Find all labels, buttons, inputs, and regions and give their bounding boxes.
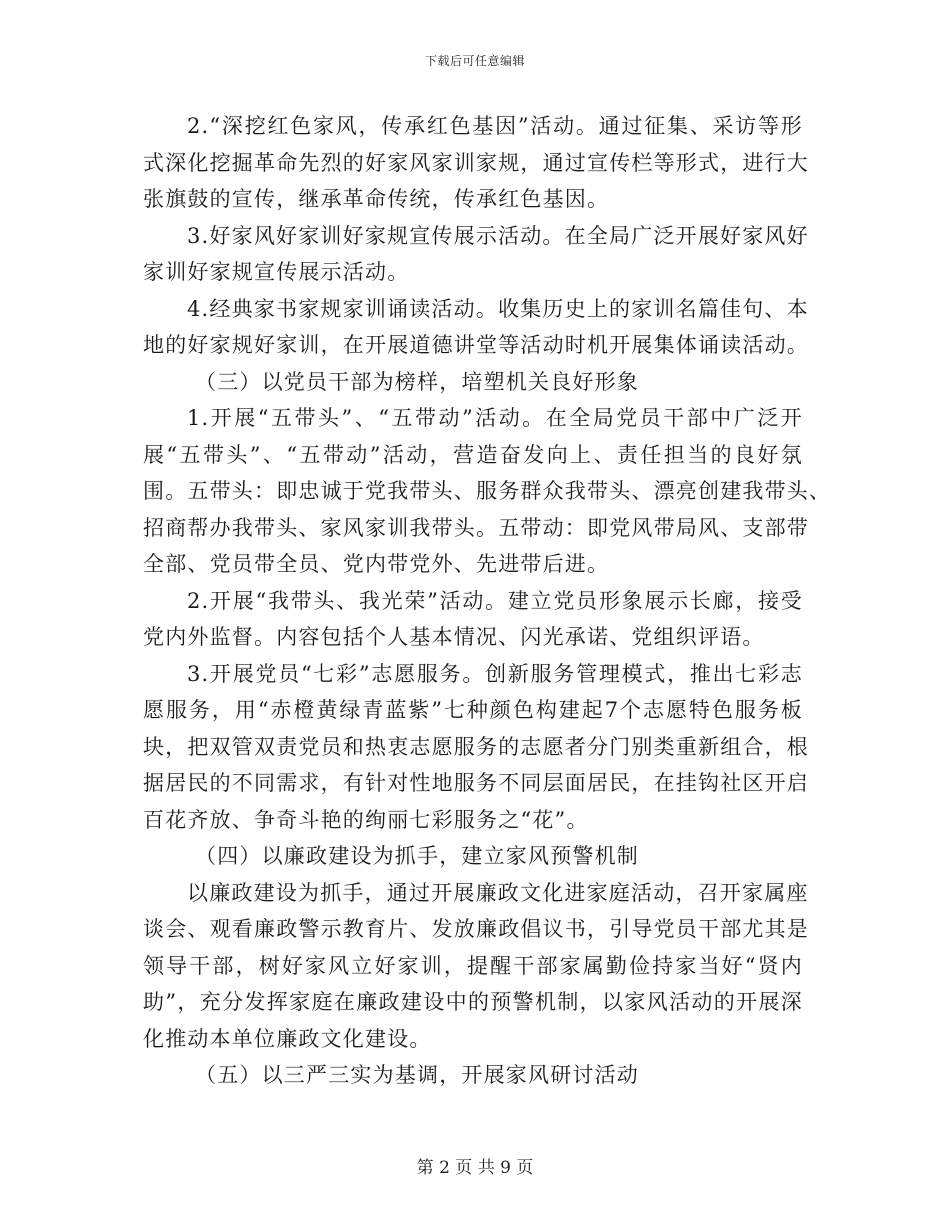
paragraph-line: 百花齐放、争奇斗艳的绚丽七彩服务之“花”。 (143, 807, 589, 832)
paragraph-line: 化推动本单位廉政文化建设。 (143, 1026, 432, 1051)
paragraph-line: 张旗鼓的宣传，继承革命传统，传承红色基因。 (143, 187, 610, 211)
page-number-footer: 第 2 页 共 9 页 (416, 1158, 534, 1178)
paragraph-line: 围。五带头：即忠诚于党我带头、服务群众我带头、漂亮创建我带头、 (143, 479, 832, 503)
paragraph-line: 式深化挖掘革命先烈的好家风家训家规，通过宣传栏等形式，进行大 (143, 150, 809, 175)
page-header-note: 下载后可任意编辑 (424, 54, 525, 68)
paragraph-line: 4.经典家书家规家训诵读活动。收集历史上的家训名篇佳句、本 (187, 296, 809, 321)
paragraph-line: 招商帮办我带头、家风家训我带头。五带动：即党风带局风、支部带 (143, 515, 809, 540)
section-heading: （五）以三严三实为基调，开展家风研讨活动 (195, 1063, 639, 1087)
paragraph-line: 1.开展“五带头”、“五带动”活动。在全局党员干部中广泛开 (187, 406, 803, 430)
paragraph-line: 以廉政建设为抓手，通过开展廉政文化进家庭活动，召开家属座 (187, 880, 809, 905)
section-heading: （四）以廉政建设为抓手，建立家风预警机制 (195, 844, 639, 868)
paragraph-line: 3.好家风好家训好家规宣传展示活动。在全局广泛开展好家风好 (187, 223, 809, 248)
paragraph-line: 2.“深挖红色家风，传承红色基因”活动。通过征集、采访等形 (187, 114, 803, 138)
paragraph-line: 谈会、观看廉政警示教育片、发放廉政倡议书，引导党员干部尤其是 (143, 917, 809, 941)
paragraph-line: 3.开展党员“七彩”志愿服务。创新服务管理模式，推出七彩志 (187, 661, 803, 686)
paragraph-line: 愿服务，用“赤橙黄绿青蓝紫”七种颜色构建起7个志愿特色服务板 (143, 698, 803, 722)
paragraph-line: 据居民的不同需求，有针对性地服务不同层面居民，在挂钩社区开启 (143, 771, 809, 795)
paragraph-line: 地的好家规好家训，在开展道德讲堂等活动时机开展集体诵读活动。 (143, 333, 809, 357)
paragraph-line: 助”，充分发挥家庭在廉政建设中的预警机制，以家风活动的开展深 (143, 990, 803, 1014)
paragraph-line: 家训好家规宣传展示活动。 (143, 260, 410, 284)
paragraph-line: 党内外监督。内容包括个人基本情况、闪光承诺、党组织评语。 (143, 625, 765, 649)
paragraph-line: 2.开展“我带头、我光荣”活动。建立党员形象展示长廊，接受 (187, 588, 803, 613)
paragraph-line: 块，把双管双责党员和热衷志愿服务的志愿者分门别类重新组合，根 (143, 734, 809, 759)
document-body (143, 108, 832, 1094)
section-heading: （三）以党员干部为榜样，培塑机关良好形象 (195, 369, 639, 394)
paragraph-line: 展“五带头”、“五带动”活动，营造奋发向上、责任担当的良好氛 (143, 442, 803, 467)
paragraph-line: 领导干部，树好家风立好家训，提醒干部家属勤俭持家当好“贤内 (143, 953, 803, 978)
paragraph-line: 全部、党员带全员、党内带党外、先进带后进。 (143, 552, 610, 576)
